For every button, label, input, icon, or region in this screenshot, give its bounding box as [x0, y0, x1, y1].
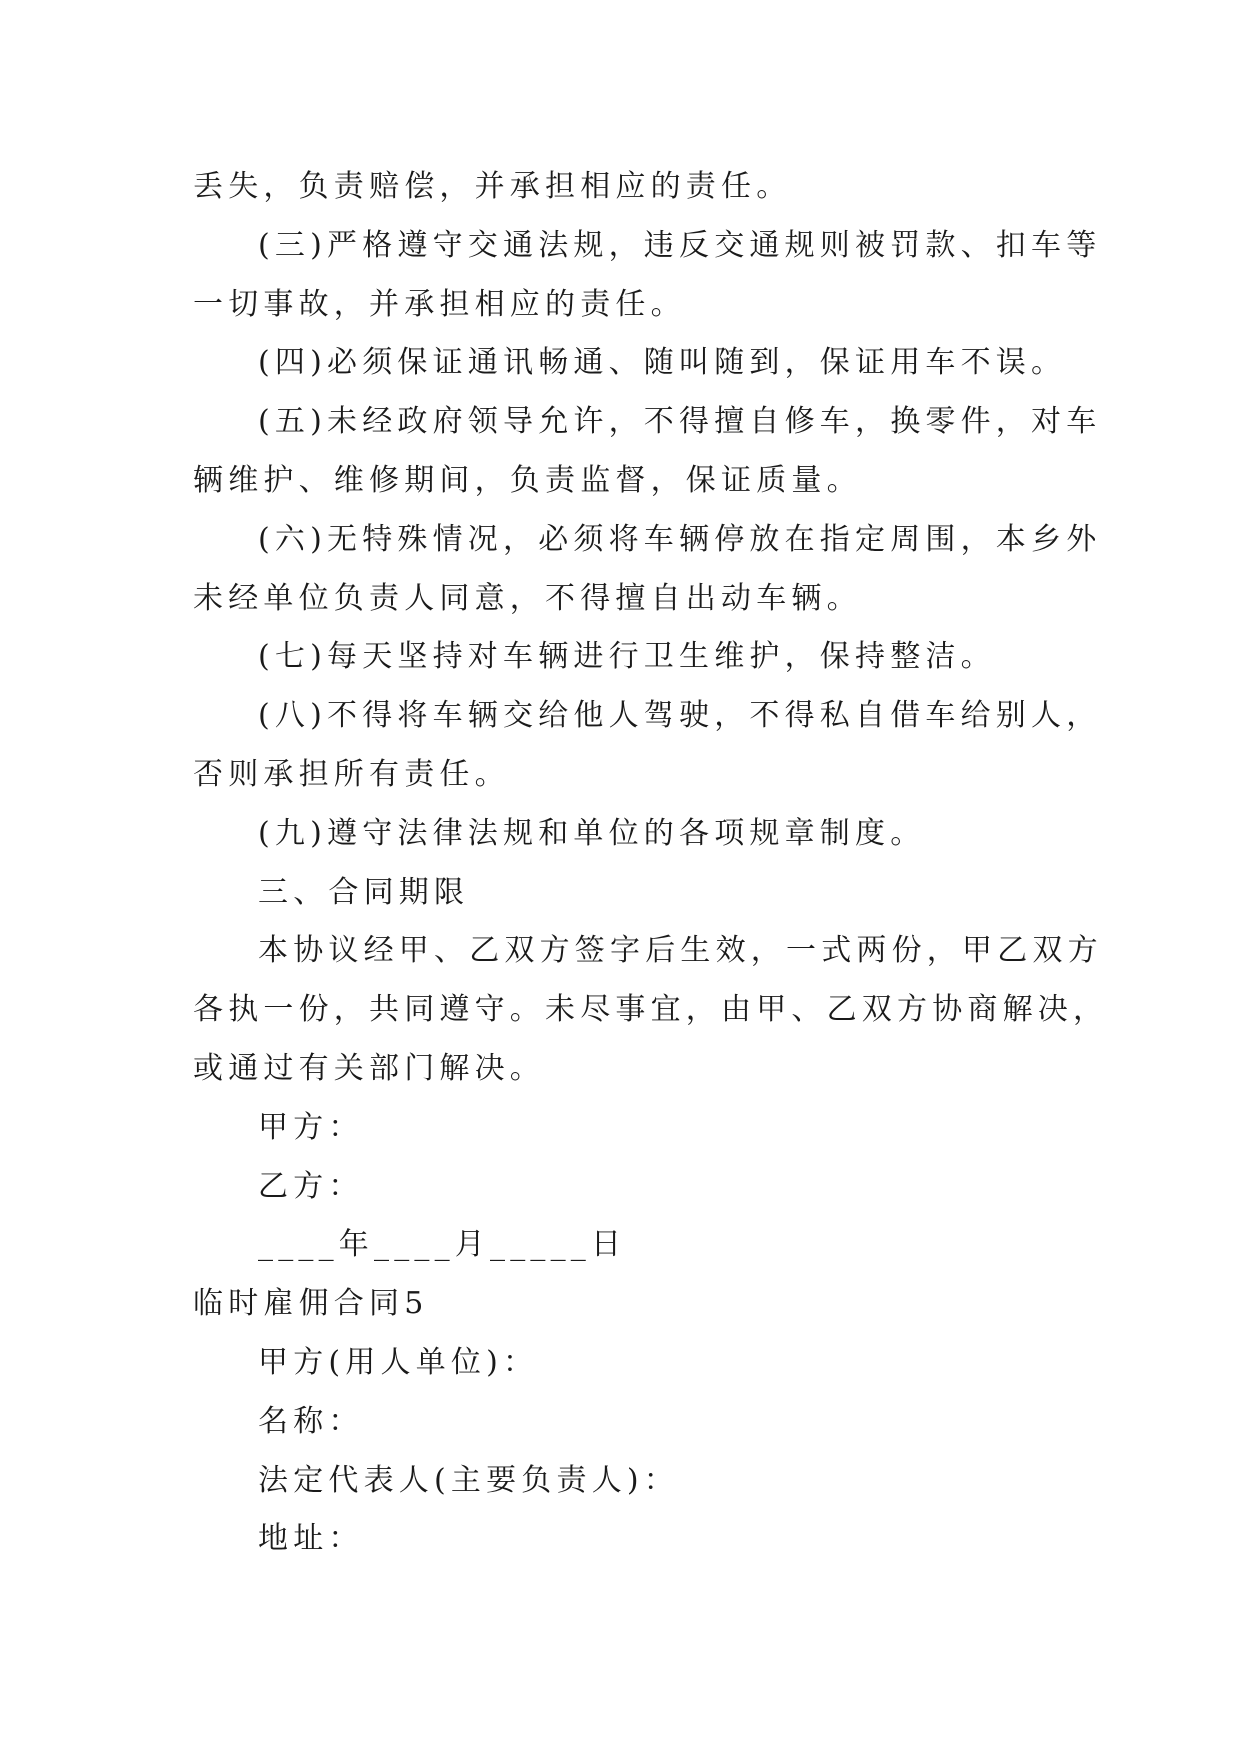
- text-line-9: (七)每天坚持对车辆进行卫生维护，保持整洁。: [258, 639, 996, 675]
- name-field-label: 名称：: [258, 1403, 364, 1439]
- party-b-signature: 乙方：: [258, 1168, 364, 1204]
- text-line-2: (三)严格遵守交通法规，违反交通规则被罚款、扣车等: [258, 227, 1102, 263]
- text-line-16: 或通过有关部门解决。: [193, 1050, 545, 1086]
- text-line-15: 各执一份，共同遵守。未尽事宜，由甲、乙双方协商解决，: [193, 992, 1109, 1028]
- text-line-14: 本协议经甲、乙双方签字后生效，一式两份，甲乙双方: [258, 933, 1103, 969]
- employer-label: 甲方(用人单位)：: [258, 1344, 539, 1380]
- section-heading: 三、合同期限: [258, 874, 470, 910]
- text-line-12: (九)遵守法律法规和单位的各项规章制度。: [258, 815, 926, 851]
- party-a-signature: 甲方：: [258, 1109, 364, 1145]
- date-line: ____年____月_____日: [258, 1227, 627, 1263]
- text-line-6: 辆维护、维修期间，负责监督，保证质量。: [193, 462, 862, 498]
- text-line-7: (六)无特殊情况，必须将车辆停放在指定周围，本乡外: [258, 521, 1102, 557]
- text-line-8: 未经单位负责人同意，不得擅自出动车辆。: [193, 580, 862, 616]
- address-label: 地址：: [258, 1521, 364, 1557]
- text-line-4: (四)必须保证通讯畅通、随叫随到，保证用车不误。: [258, 345, 1067, 381]
- text-line-1: 丢失，负责赔偿，并承担相应的责任。: [193, 169, 792, 204]
- text-line-10: (八)不得将车辆交给他人驾驶，不得私自借车给别人，: [258, 698, 1102, 734]
- legal-representative-label: 法定代表人(主要负责人)：: [258, 1462, 680, 1498]
- document-body: [193, 158, 1109, 1569]
- text-line-3: 一切事故，并承担相应的责任。: [193, 286, 686, 322]
- text-line-5: (五)未经政府领导允许，不得擅自修车，换零件，对车: [258, 404, 1102, 440]
- text-line-11: 否则承担所有责任。: [193, 756, 510, 792]
- contract-title: 临时雇佣合同5: [193, 1286, 429, 1322]
